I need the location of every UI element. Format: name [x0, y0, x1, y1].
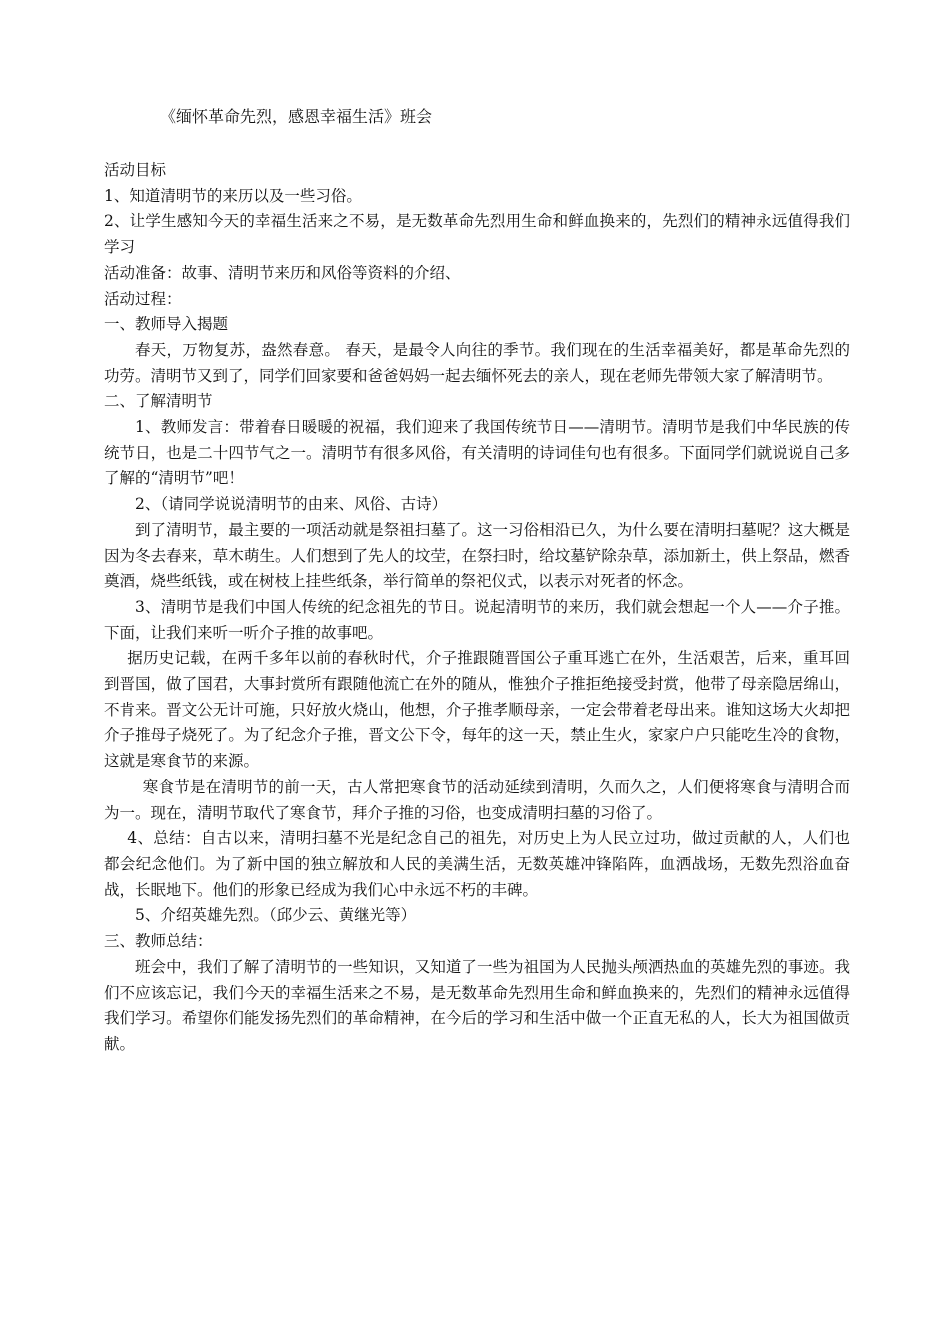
paragraph-student-activity: 2、（请同学说说清明节的由来、风俗、古诗）	[135, 495, 448, 514]
paragraph-teacher-speech: 1、教师发言：带着春日暖暖的祝福，我们迎来了我国传统节日——清明节。清明节是我们中华民族的传统节日，也是二十四节气之一。清明节有很多风俗，有关清明的诗词佳句也有很多。下面同学们就说说自己多了解的“清明节”吧！	[104, 418, 850, 488]
part-two-heading: 二、了解清明节	[104, 392, 213, 411]
paragraph-heroes: 5、介绍英雄先烈。（邱少云、黄继光等）	[135, 906, 417, 925]
paragraph-cold-food-festival: 寒食节是在清明节的前一天，古人常把寒食节的活动延续到清明，久而久之，人们便将寒食与清明合而为一。现在，清明节取代了寒食节，拜介子推的习俗，也变成清明扫墓的习俗了。	[104, 777, 850, 822]
document-body	[104, 158, 850, 1058]
paragraph-intro: 春天，万物复苏，盎然春意。 春天，是最令人向往的季节。我们现在的生活幸福美好，都是革命先烈的功劳。清明节又到了，同学们回家要和爸爸妈妈一起去缅怀死去的亲人，现在老师先带领大家了解清明节。	[104, 340, 850, 385]
paragraph-origin-intro: 3、清明节是我们中国人传统的纪念祖先的节日。说起清明节的来历，我们就会想起一个人——介子推。下面，让我们来听一听介子推的故事吧。	[104, 597, 850, 642]
paragraph-jie-zitui-story: 据历史记载，在两千多年以前的春秋时代，介子推跟随晋国公子重耳逃亡在外，生活艰苦，后来，重耳回到晋国，做了国君，大事封赏所有跟随他流亡在外的随从，惟独介子推拒绝接受封赏，他带了母亲隐居绵山，不肯来。晋文公无计可施，只好放火烧山，他想，介子推孝顺母亲，一定会带着老母出来。谁知这场大火却把介子推母子烧死了。为了纪念介子推，晋文公下令，每年的这一天，禁止生火，家家户户只能吃生冷的食物，这就是寒食节的来源。	[104, 649, 850, 771]
part-three-heading: 三、教师总结：	[104, 932, 213, 951]
document-title: 《缅怀革命先烈，感恩幸福生活》班会	[160, 107, 433, 126]
section-heading-goals: 活动目标	[104, 161, 167, 179]
paragraph-tomb-sweeping: 到了清明节，最主要的一项活动就是祭祖扫墓了。这一习俗相沿已久，为什么要在清明扫墓呢？这大概是因为冬去春来，草木萌生。人们想到了先人的坟茔，在祭扫时，给坟墓铲除杂草，添加新土，供上祭品，燃香奠酒，烧些纸钱，或在树枝上挂些纸条，举行简单的祭祀仪式，以表示对死者的怀念。	[104, 520, 850, 591]
paragraph-conclusion: 班会中，我们了解了清明节的一些知识，又知道了一些为祖国为人民抛头颅洒热血的英雄先烈的事迹。我们不应该忘记，我们今天的幸福生活来之不易，是无数革命先烈用生命和鲜血换来的，先烈们的精神永远值得我们学习。希望你们能发扬先烈们的革命精神，在今后的学习和生活中做一个正直无私的人，长大为祖国做贡献。	[104, 957, 850, 1053]
goal-item-2: 2、让学生感知今天的幸福生活来之不易，是无数革命先烈用生命和鲜血换来的，先烈们的精神永远值得我们学习	[104, 212, 850, 257]
preparation-line: 活动准备：故事、清明节来历和风俗等资料的介绍、	[104, 263, 461, 282]
part-one-heading: 一、教师导入揭题	[104, 315, 229, 334]
section-heading-process: 活动过程：	[104, 289, 182, 308]
goal-item-1: 1、知道清明节的来历以及一些习俗。	[104, 186, 362, 205]
paragraph-summary: 4、总结：自古以来，清明扫墓不光是纪念自己的祖先，对历史上为人民立过功，做过贡献的人，人们也都会纪念他们。为了新中国的独立解放和人民的美满生活，无数英雄冲锋陷阵，血洒战场，无数先烈浴血奋战，长眠地下。他们的形象已经成为我们心中永远不朽的丰碑。	[104, 829, 850, 899]
